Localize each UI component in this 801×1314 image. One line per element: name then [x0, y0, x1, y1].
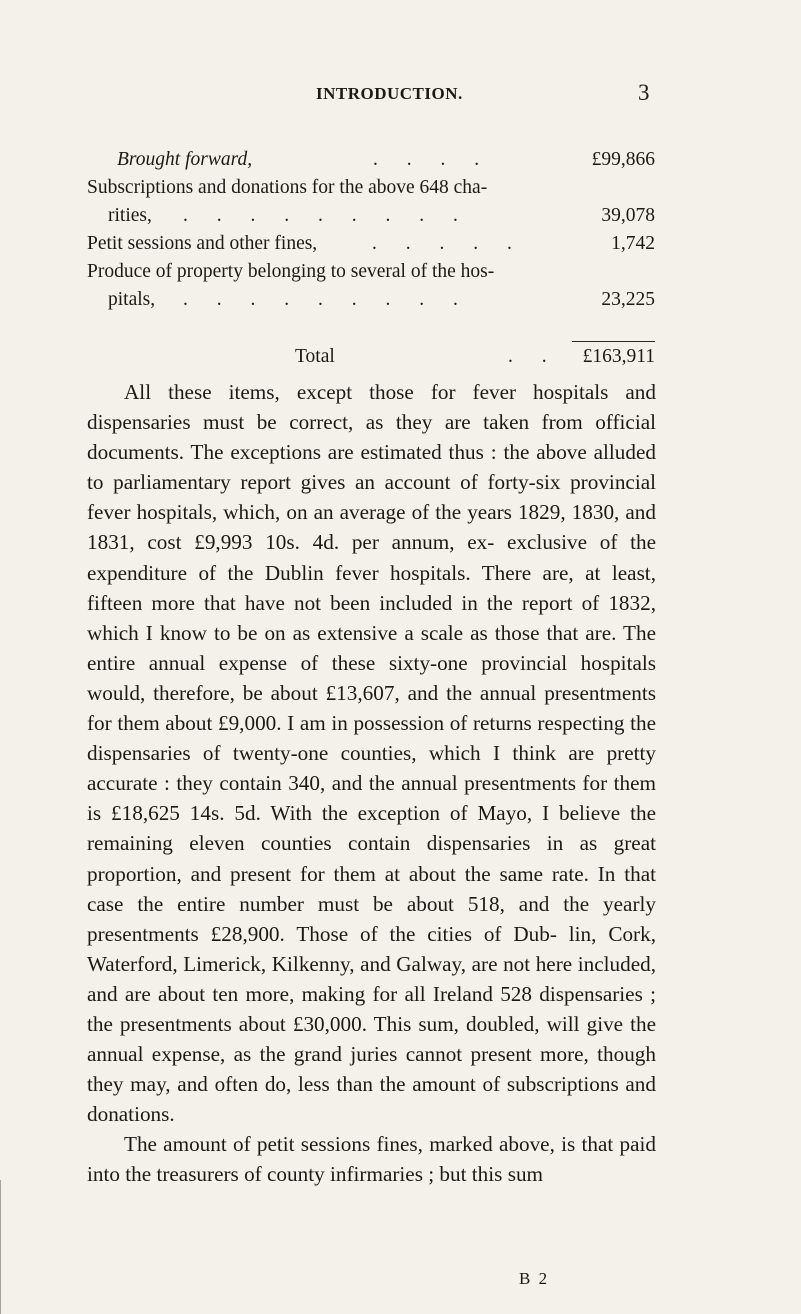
- page-header: [0, 80, 801, 110]
- ledger-label-produce-line2: pitals,: [108, 289, 156, 310]
- ledger-amount-produce: 23,225: [601, 289, 655, 310]
- ledger-label-subscriptions-line1: Subscriptions and donations for the above 648 cha-: [87, 177, 488, 198]
- ledger-label-petit-sessions: Petit sessions and other fines,: [87, 233, 318, 254]
- ledger-label-brought-forward: Brought forward,: [117, 149, 253, 170]
- page-number: 3: [638, 80, 650, 105]
- ledger-label-total: Total: [295, 346, 335, 367]
- ledger-dots: . . . . . . . . .: [183, 289, 470, 310]
- ledger-dots: . . . . . . . . .: [183, 205, 470, 226]
- total-rule: [572, 341, 655, 342]
- ledger-dots: . .: [508, 346, 559, 367]
- page-edge-line: [0, 1180, 1, 1314]
- ledger-amount-petit-sessions: 1,742: [611, 233, 655, 254]
- ledger-label-subscriptions-line2: rities,: [108, 205, 152, 226]
- ledger-dots: . . . . .: [372, 233, 524, 254]
- body-text: [87, 363, 656, 1190]
- ledger-label-produce-line1: Produce of property belonging to several of the hos-: [87, 261, 495, 282]
- running-title: INTRODUCTION.: [316, 84, 463, 103]
- signature-mark: B 2: [519, 1269, 550, 1288]
- ledger-amount-subscriptions: 39,078: [601, 205, 655, 226]
- ledger-dots: . . . .: [373, 149, 492, 170]
- ledger-amount-total: £163,911: [582, 346, 655, 367]
- ledger-amount-brought-forward: £99,866: [591, 149, 655, 170]
- paragraph: The amount of petit sessions fines, marked above, is that paid into the treasurers of county infirmaries ; but this sum: [87, 1132, 656, 1187]
- paragraph: All these items, except those for fever hospitals and dispensaries must be correct, as they are taken from official documents. The exceptions are estimated thus : the above alluded to parliamentary report gives an account of forty-six provincial fever hospitals, which, on an average of the years 1829, 1830, and 1831, cost £9,993 10s. 4d. per annum, ex- exclusive of the expenditure of the Dublin fever hospitals. There are, at least, fifteen more that have not been included in the report of 1832, which I know to be on as extensive a scale as those that are. The entire annual expense of these sixty-one provincial hospitals would, therefore, be about £13,607, and the annual presentments for them about £9,000. I am in possession of returns respecting the dispensaries of twenty-one counties, which I think are pretty accurate : they contain 340, and the annual presentments for them is £18,625 14s. 5d. With the exception of Mayo, I believe the remaining eleven counties contain dispensaries in as great proportion, and present for them at about the same rate. In that case the entire number must be about 518, and the yearly presentments £28,900. Those of the cities of Dub- lin, Cork, Waterford, Limerick, Kilkenny, and Galway, are not here included, and are about ten more, making for all Ireland 528 dispensaries ; the presentments about £30,000. This sum, doubled, will give the annual expense, as the grand juries cannot present more, though they may, and often do, less than the amount of subscriptions and donations.: [87, 380, 656, 1127]
